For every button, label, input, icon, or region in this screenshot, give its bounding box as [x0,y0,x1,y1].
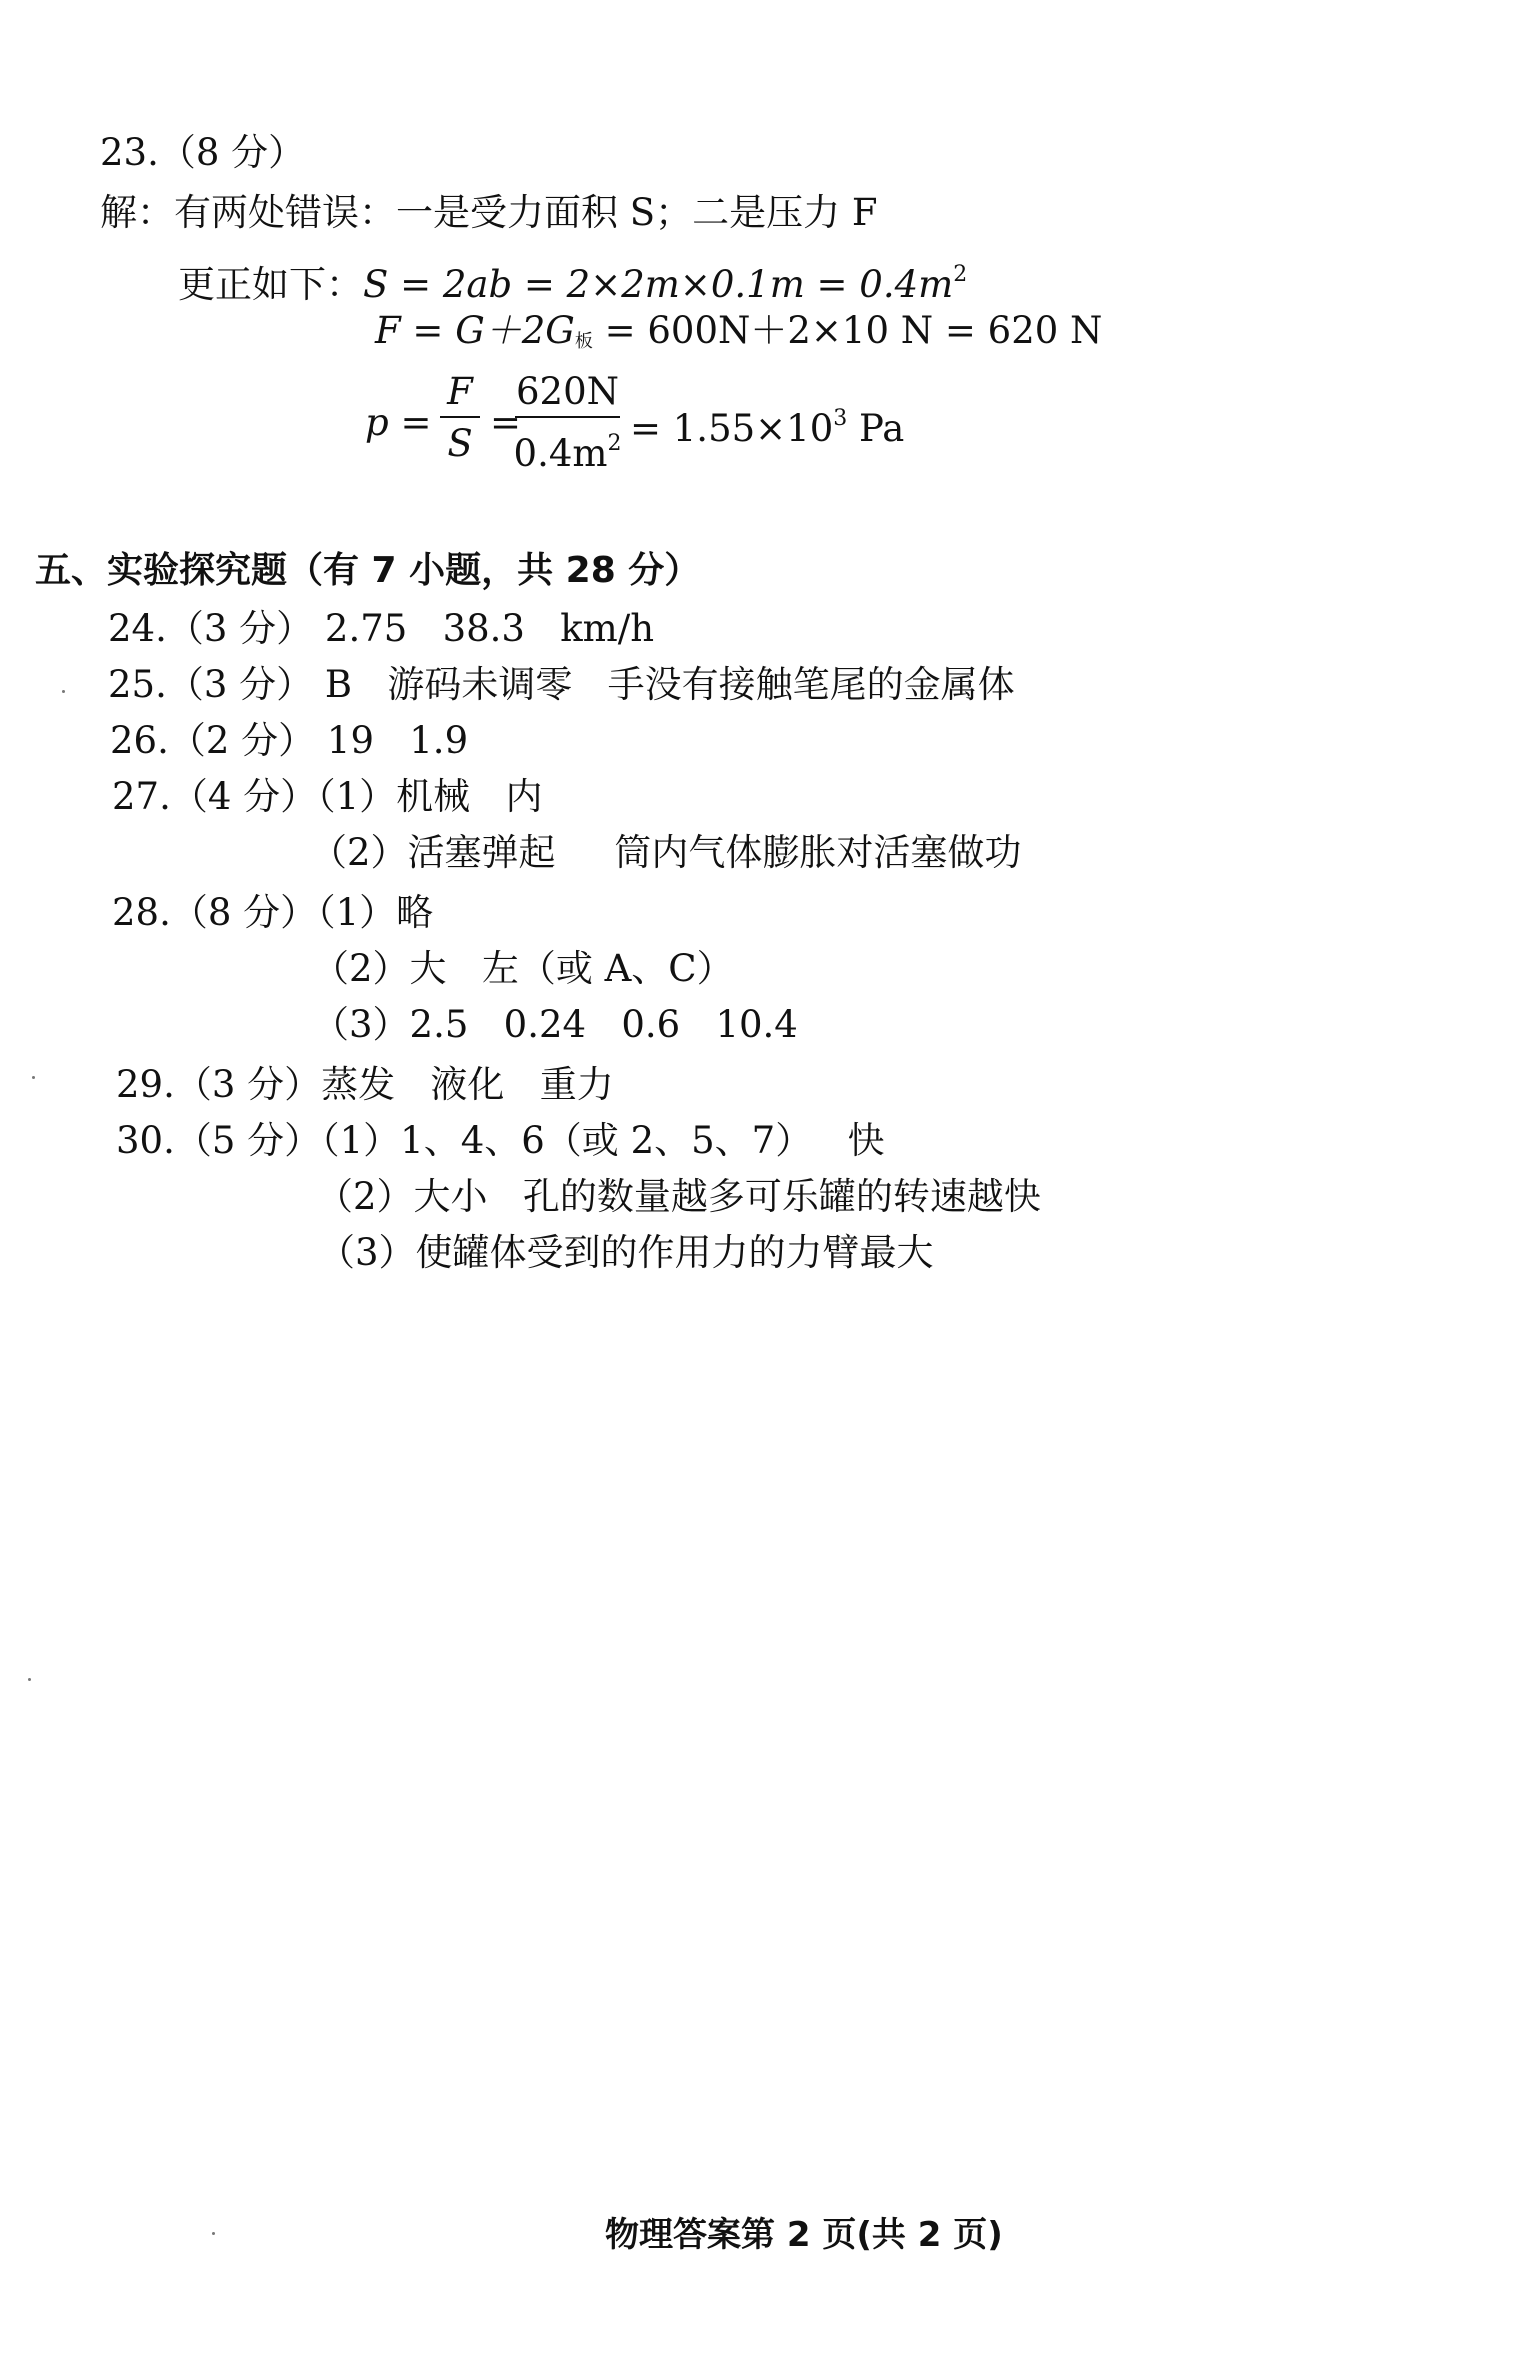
pressure-result [630,396,904,452]
fraction-denominator-wrap [514,422,622,476]
scan-speck [28,1678,31,1681]
force-equation [375,308,1102,365]
fraction-bar [440,416,480,418]
answer-28-part1: 28.（8 分）（1）略 [112,891,434,934]
scan-speck [62,690,65,693]
pressure-exponent: 3 [833,406,848,431]
fraction-numerator: 620N [516,370,619,413]
pressure-value: = 1.55×10 [630,407,834,450]
answer-29: 29.（3 分）蒸发 液化 重力 [116,1063,614,1106]
pressure-unit: Pa [847,407,905,450]
equals-sign: = [490,401,522,444]
force-equation-rhs: = 600N＋2×10 N = 620 N [592,309,1103,352]
force-equation-lhs: F = G＋2G [375,309,575,352]
answer-30-part2: （2）大小 孔的数量越多可乐罐的转速越快 [316,1175,1041,1218]
page-footer: 物理答案第 2 页(共 2 页) [605,2215,1003,2255]
fraction-bar [515,416,620,418]
fraction-denominator: 0.4m [513,432,608,475]
area-equation: S = 2ab = 2×2m×0.1m = 0.4m [363,263,954,306]
fraction-numerator: F [447,370,473,413]
answer-30-part3: （3）使罐体受到的作用力的力臂最大 [318,1231,934,1274]
fraction-f-over-s [440,370,480,466]
correction-prefix: 更正如下： [178,263,363,306]
area-exponent: 2 [953,262,968,287]
fraction-denominator-exponent: 2 [607,431,622,456]
scan-speck [212,2232,215,2235]
scan-speck [32,1076,35,1079]
force-subscript: 板 [574,331,593,352]
section-title: 五、实验探究题（有 7 小题，共 28 分） [35,550,701,591]
answer-25: 25.（3 分） B 游码未调零 手没有接触笔尾的金属体 [108,663,1015,706]
answer-27-part2: （2）活塞弹起 筒内气体膨胀对活塞做功 [310,831,1022,874]
q23-correction-line [178,252,967,308]
answer-26: 26.（2 分） 19 1.9 [110,719,469,762]
fraction-values [515,370,620,476]
q23-heading: 23.（8 分） [100,131,306,174]
answer-27-part1: 27.（4 分）（1）机械 内 [112,775,543,818]
answer-24: 24.（3 分） 2.75 38.3 km/h [108,607,655,650]
answer-30-part1: 30.（5 分）（1）1、4、6（或 2、5、7） 快 [116,1119,885,1162]
fraction-denominator: S [447,422,473,465]
answer-28-part3: （3）2.5 0.24 0.6 10.4 [312,1003,798,1046]
pressure-lhs: p = [365,401,432,444]
q23-solution-line: 解：有两处错误：一是受力面积 S；二是压力 F [100,191,878,234]
answer-28-part2: （2）大 左（或 A、C） [312,947,734,990]
